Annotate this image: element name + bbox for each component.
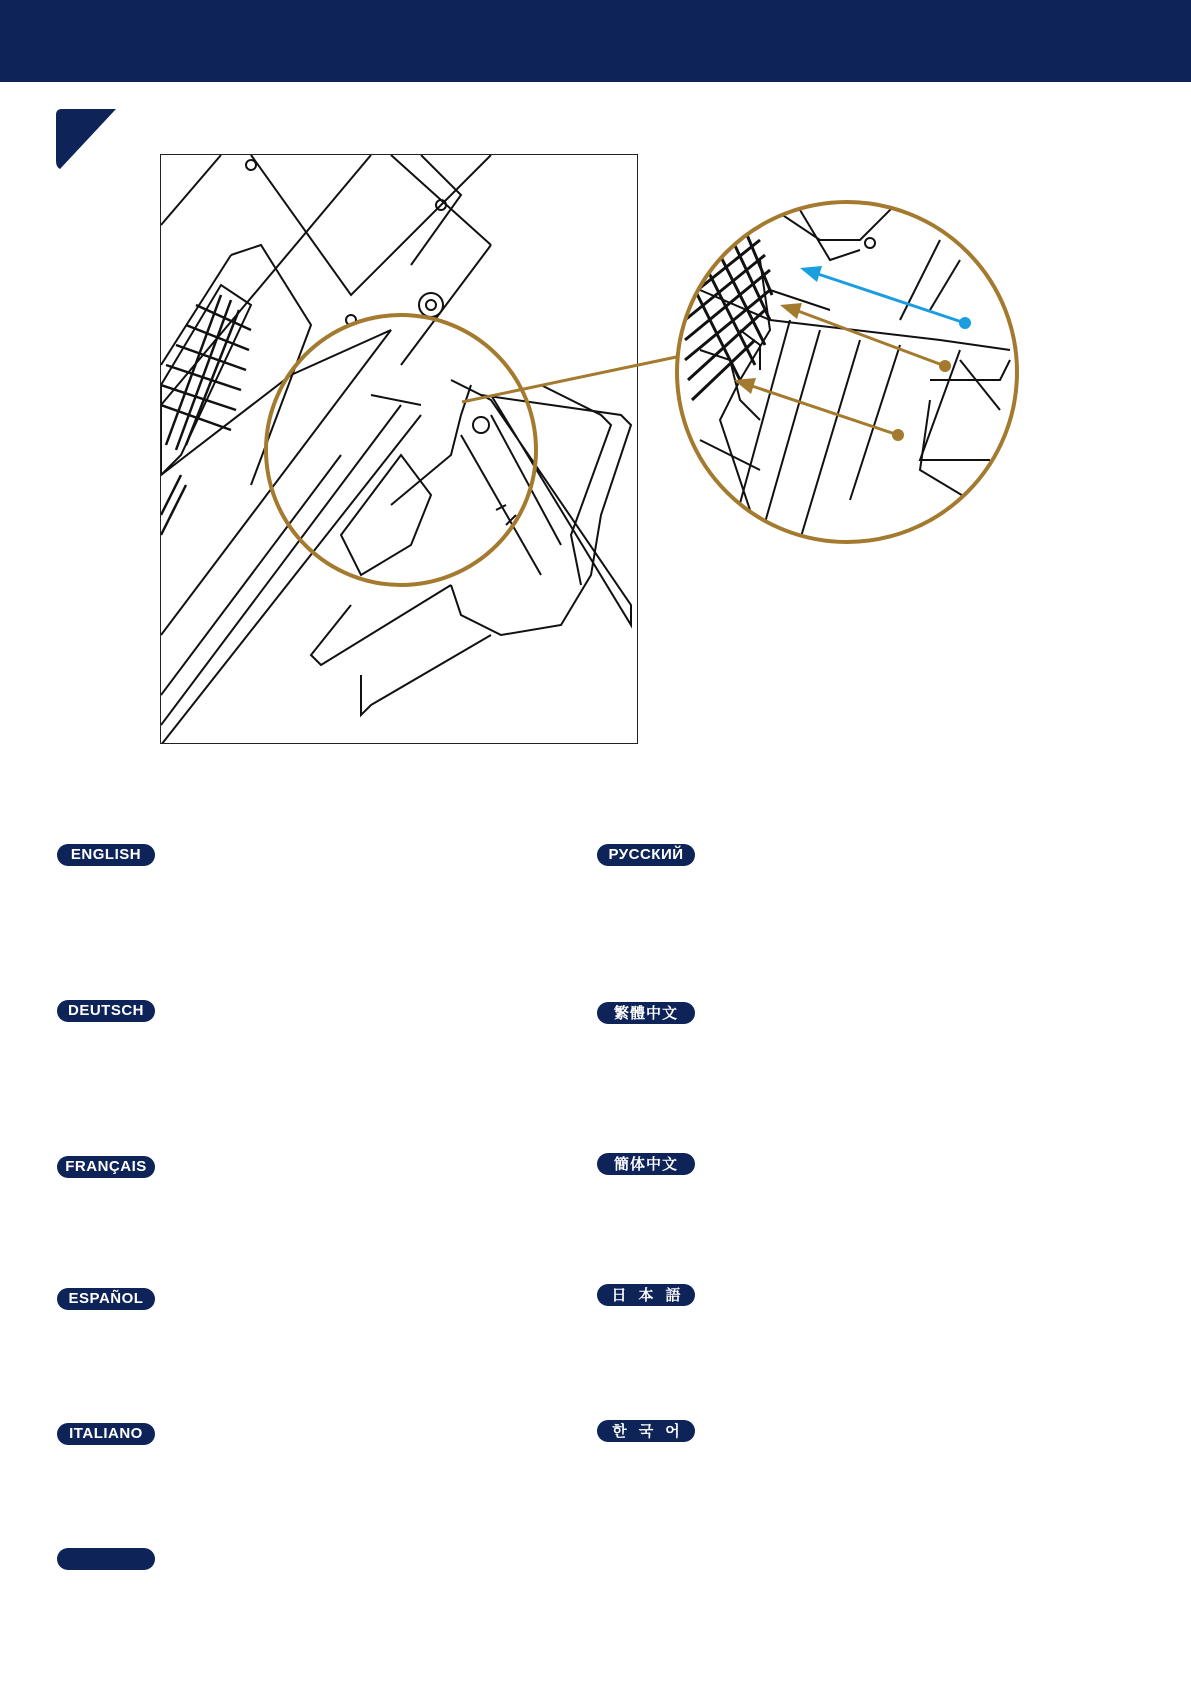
header-bar (0, 0, 1191, 82)
language-badge-deutsch: DEUTSCH (57, 1000, 155, 1022)
assembly-illustration (160, 154, 638, 744)
language-badge-korean: 한국어 (597, 1420, 695, 1442)
language-badge-traditional-chinese: 繁體中文 (597, 1002, 695, 1024)
step-corner-marker (56, 109, 116, 169)
language-badge-espanol: ESPAÑOL (57, 1288, 155, 1310)
zoom-circle (677, 202, 1017, 542)
blue-arrow-icon (800, 266, 971, 329)
language-badge-simplified-chinese: 簡体中文 (597, 1153, 695, 1175)
zoom-detail-drawing (677, 200, 1017, 542)
language-badge-francais: FRANÇAIS (57, 1156, 155, 1178)
language-badge-italiano: ITALIANO (57, 1423, 155, 1445)
language-badge-japanese: 日本語 (597, 1284, 695, 1306)
language-badge-blank (57, 1548, 155, 1570)
gold-arrow-icon (734, 303, 951, 441)
language-badge-english: ENGLISH (57, 844, 155, 866)
case-line-drawing (161, 155, 638, 744)
language-badge-russian: РУССКИЙ (597, 844, 695, 866)
